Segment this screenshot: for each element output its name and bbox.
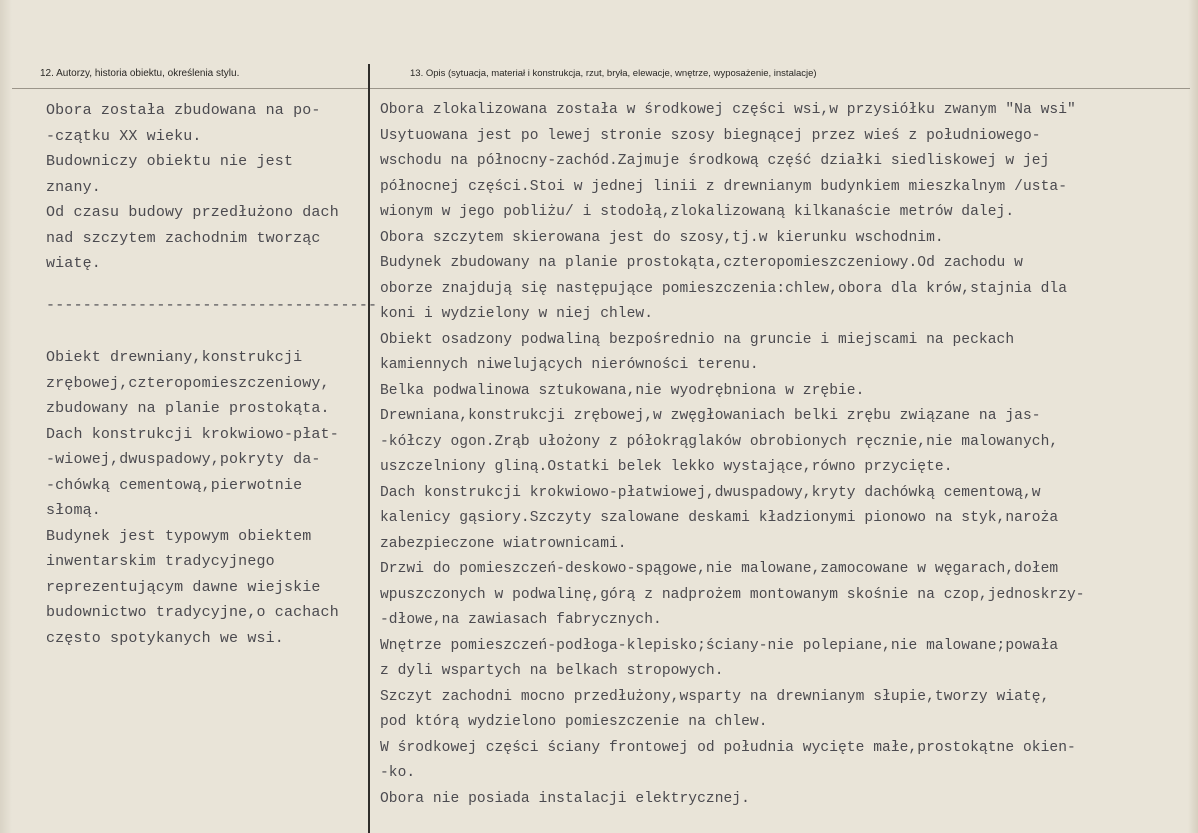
description-text	[380, 98, 1085, 812]
text-line: zrębowej,czteropomieszczeniowy,	[46, 374, 330, 392]
section-13-heading: 13. Opis (sytuacja, materiał i konstrukcja, rzut, bryła, elewacje, wnętrze, wyposażenie, instalacje)	[410, 68, 817, 79]
text-line: wpuszczonych w podwalinę,górą z nadprożem montowanym skośnie na czop,jednoskrzy-	[380, 586, 1085, 603]
text-line: Budowniczy obiektu nie jest	[46, 153, 294, 170]
text-line: -wiowej,dwuspadowy,pokryty da-	[46, 451, 321, 468]
text-line: Obora zlokalizowana została w środkowej części wsi,w przysiółku zwanym "Na wsi"	[380, 102, 1076, 118]
text-line: Wnętrze pomieszczeń-podłoga-klepisko;ściany-nie polepiane,nie malowane;powała	[380, 637, 1059, 654]
text-line: oborze znajdują się następujące pomieszczenia:chlew,obora dla krów,stajnia dla	[380, 280, 1067, 297]
section-12-heading: 12. Autorzy, historia obiektu, określenia stylu.	[40, 68, 240, 79]
text-line: Dach konstrukcji krokwiowo-płat-	[46, 425, 339, 443]
text-line: W środkowej części ściany frontowej od południa wycięte małe,prostokątne okien-	[380, 739, 1076, 756]
text-line: słomą.	[46, 502, 101, 519]
text-line: zbudowany na planie prostokąta.	[46, 400, 330, 417]
text-line: znany.	[46, 178, 101, 196]
history-text	[46, 98, 339, 277]
text-line: Od czasu budowy przedłużono dach	[46, 204, 339, 221]
text-line: -chówką cementową,pierwotnie	[46, 476, 303, 494]
text-line: Budynek jest typowym obiektem	[46, 527, 312, 545]
page-left-edge	[0, 0, 12, 833]
text-line: inwentarskim tradycyjnego	[46, 553, 275, 570]
text-line: wiatę.	[46, 255, 101, 272]
text-line: Obora szczytem skierowana jest do szosy,tj.w kierunku wschodnim.	[380, 229, 944, 246]
text-line: -dłowe,na zawiasach fabrycznych.	[380, 612, 662, 628]
text-line: -ko.	[380, 765, 416, 781]
text-line: Obora nie posiada instalacji elektrycznej.	[380, 790, 750, 807]
text-line: często spotykanych we wsi.	[46, 629, 284, 647]
text-line: Belka podwalinowa sztukowana,nie wyodrębniona w zrębie.	[380, 382, 865, 399]
text-line: -czątku XX wieku.	[46, 127, 202, 145]
text-line: uszczelniony gliną.Ostatki belek lekko wystające,równo przycięte.	[380, 459, 953, 475]
text-line: nad szczytem zachodnim tworząc	[46, 229, 321, 247]
page-right-edge	[1188, 0, 1198, 833]
text-line: Obiekt drewniany,konstrukcji	[46, 349, 303, 366]
text-line: Budynek zbudowany na planie prostokąta,czteropomieszczeniowy.Od zachodu w	[380, 255, 1023, 271]
header-rule	[12, 88, 1190, 89]
text-line: zabezpieczone wiatrownicami.	[380, 535, 627, 552]
text-line: Obora została zbudowana na po-	[46, 102, 321, 119]
text-line: z dyli wspartych na belkach stropowych.	[380, 663, 724, 679]
text-line: kamiennych niwelujących nierówności terenu.	[380, 357, 759, 373]
text-line: Dach konstrukcji krokwiowo-płatwiowej,dwuspadowy,kryty dachówką cementową,w	[380, 484, 1041, 501]
text-line: Drzwi do pomieszczeń-deskowo-spągowe,nie malowane,zamocowane w węgarach,dołem	[380, 561, 1059, 577]
text-line: kalenicy gąsiory.Szczyty szalowane deskami kładzionymi pionowo na styk,naroża	[380, 510, 1059, 526]
text-line: wionym w jego pobliżu/ i stodołą,zlokalizowaną kilkanaście metrów dalej.	[380, 204, 1015, 220]
text-line: budownictwo tradycyjne,o cachach	[46, 604, 339, 621]
column-divider	[368, 64, 370, 833]
text-line: pod którą wydzielono pomieszczenie na chlew.	[380, 714, 768, 730]
text-line: reprezentującym dawne wiejskie	[46, 578, 321, 596]
text-line: -kółczy ogon.Zrąb ułożony z półokrąglaków obrobionych ręcznie,nie malowanych,	[380, 433, 1059, 450]
text-line: wschodu na północny-zachód.Zajmuje środkową część działki siedliskowej w jej	[380, 153, 1050, 169]
text-line: Obiekt osadzony podwaliną bezpośrednio na gruncie i miejscami na peckach	[380, 331, 1015, 348]
text-line: północnej części.Stoi w jednej linii z drewnianym budynkiem mieszkalnym /usta-	[380, 178, 1067, 195]
dashed-separator: ------------------------------------	[46, 297, 378, 314]
style-text	[46, 345, 339, 651]
text-line: Usytuowana jest po lewej stronie szosy biegnącej przez wieś z południowego-	[380, 127, 1041, 144]
text-line: koni i wydzielony w niej chlew.	[380, 306, 654, 322]
text-line: Szczyt zachodni mocno przedłużony,wsparty na drewnianym słupie,tworzy wiatę,	[380, 688, 1050, 705]
text-line: Drewniana,konstrukcji zrębowej,w zwęgłowaniach belki zrębu związane na jas-	[380, 408, 1041, 424]
